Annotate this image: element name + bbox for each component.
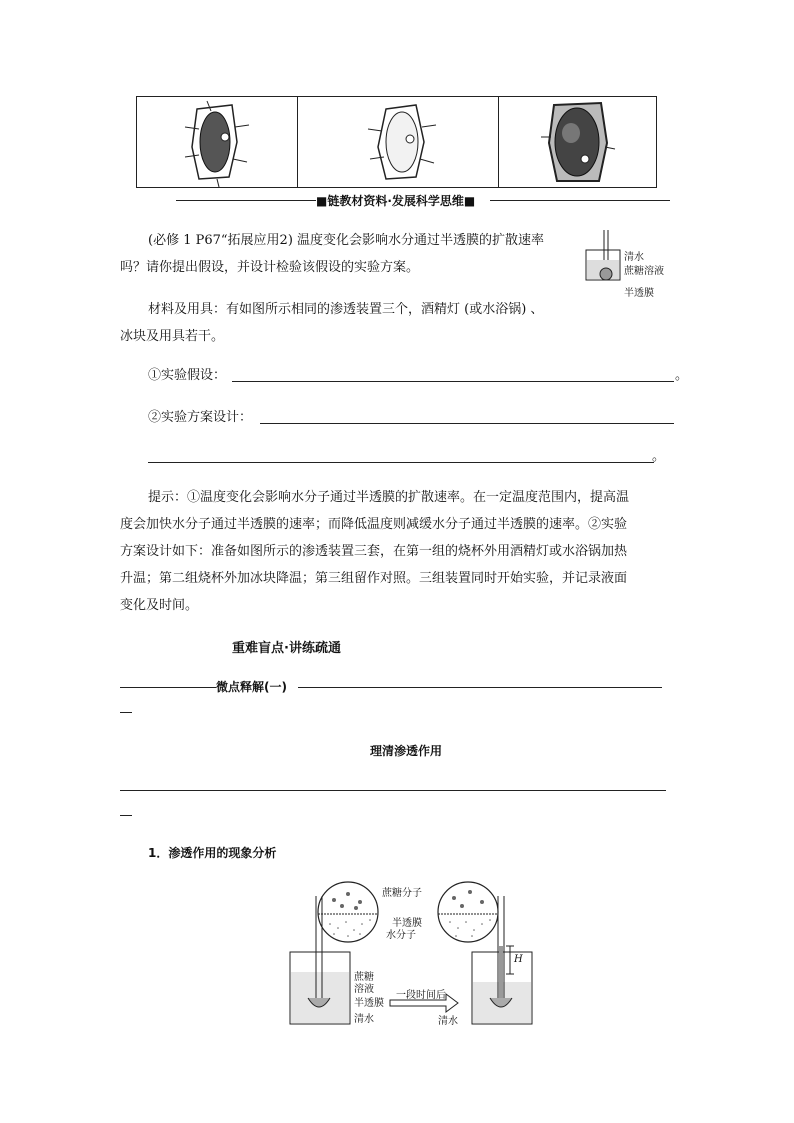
label-sucrose-solution: 蔗糖溶液: [624, 266, 664, 277]
micro-title: 微点释解(一): [216, 680, 287, 694]
micro-dash: [120, 712, 132, 713]
plant-cell-plasmolysis-image: [298, 97, 498, 187]
small-beaker-image: [584, 228, 624, 288]
question-line-1: (必修 1 P67“拓展应用2) 温度变化会影响水分通过半透膜的扩散速率: [148, 233, 545, 248]
label-semipermeable-membrane: 半透膜: [624, 288, 654, 299]
plant-cell-normal-image: [137, 97, 297, 187]
label-clear-water-right: 清水: [438, 1016, 458, 1027]
label-solution: 溶液: [354, 984, 374, 995]
micro-right-line: [298, 687, 662, 688]
label-after-time: 一段时间后: [396, 990, 446, 1001]
osmosis-diagram: [286, 876, 542, 1028]
label-sucrose-molecule: 蔗糖分子: [382, 888, 422, 899]
topic-dash: [120, 815, 132, 816]
hypothesis-answer-line[interactable]: [232, 381, 674, 382]
label-sucrose: 蔗糖: [354, 972, 374, 983]
label-clear-water-left: 清水: [354, 1014, 374, 1025]
banner-right-line: [490, 200, 670, 201]
cell-normal: [137, 97, 298, 187]
design-label: ②实验方案设计：: [148, 410, 253, 425]
label-membrane-top: 半透膜: [392, 918, 422, 929]
materials-line-1: 材料及用具：有如图所示相同的渗透装置三个，酒精灯 (或水浴锅) 、: [148, 302, 544, 317]
hint-line-1: 提示：①温度变化会影响水分子通过半透膜的扩散速率。在一定温度范围内，提高温: [148, 490, 630, 505]
micro-left-line: [120, 687, 216, 688]
design-answer-line-2[interactable]: [148, 462, 654, 463]
item-1-title: 1．渗透作用的现象分析: [148, 846, 277, 860]
plant-cell-turgid-image: [499, 97, 655, 187]
design-end-mark: 。: [652, 449, 666, 464]
cell-turgid: [499, 97, 656, 187]
section-heading: 重难盲点·讲练疏通: [232, 641, 341, 656]
hint-line-4: 升温；第二组烧杯外加冰块降温；第三组留作对照。三组装置同时开始实验，并记录液面: [120, 571, 628, 586]
hint-line-5: 变化及时间。: [120, 598, 199, 613]
label-membrane: 半透膜: [354, 998, 384, 1009]
banner-title: ■链教材资料·发展科学思维■: [316, 194, 476, 208]
topic-line: [120, 790, 666, 791]
hypothesis-label: ①实验假设：: [148, 368, 227, 383]
small-osmosis-figure: [584, 228, 674, 300]
design-answer-line-1[interactable]: [260, 423, 674, 424]
hypothesis-end-mark: 。: [675, 368, 689, 383]
materials-line-2: 冰块及用具若干。: [120, 329, 225, 344]
hint-line-2: 度会加快水分子通过半透膜的速率；而降低温度则减缓水分子通过半透膜的速率。②实验: [120, 517, 628, 532]
question-line-2: 吗？请你提出假设，并设计检验该假设的实验方案。: [120, 260, 420, 275]
label-water-molecule: 水分子: [386, 930, 416, 941]
label-height-h: H: [514, 954, 523, 965]
topic-title: 理清渗透作用: [370, 744, 443, 758]
cell-plasmolysis: [298, 97, 499, 187]
plant-cell-table: [136, 96, 657, 188]
label-clear-water: 清水: [624, 252, 644, 263]
hint-line-3: 方案设计如下：准备如图所示的渗透装置三套，在第一组的烧杯外用酒精灯或水浴锅加热: [120, 544, 628, 559]
banner-left-line: [176, 200, 316, 201]
